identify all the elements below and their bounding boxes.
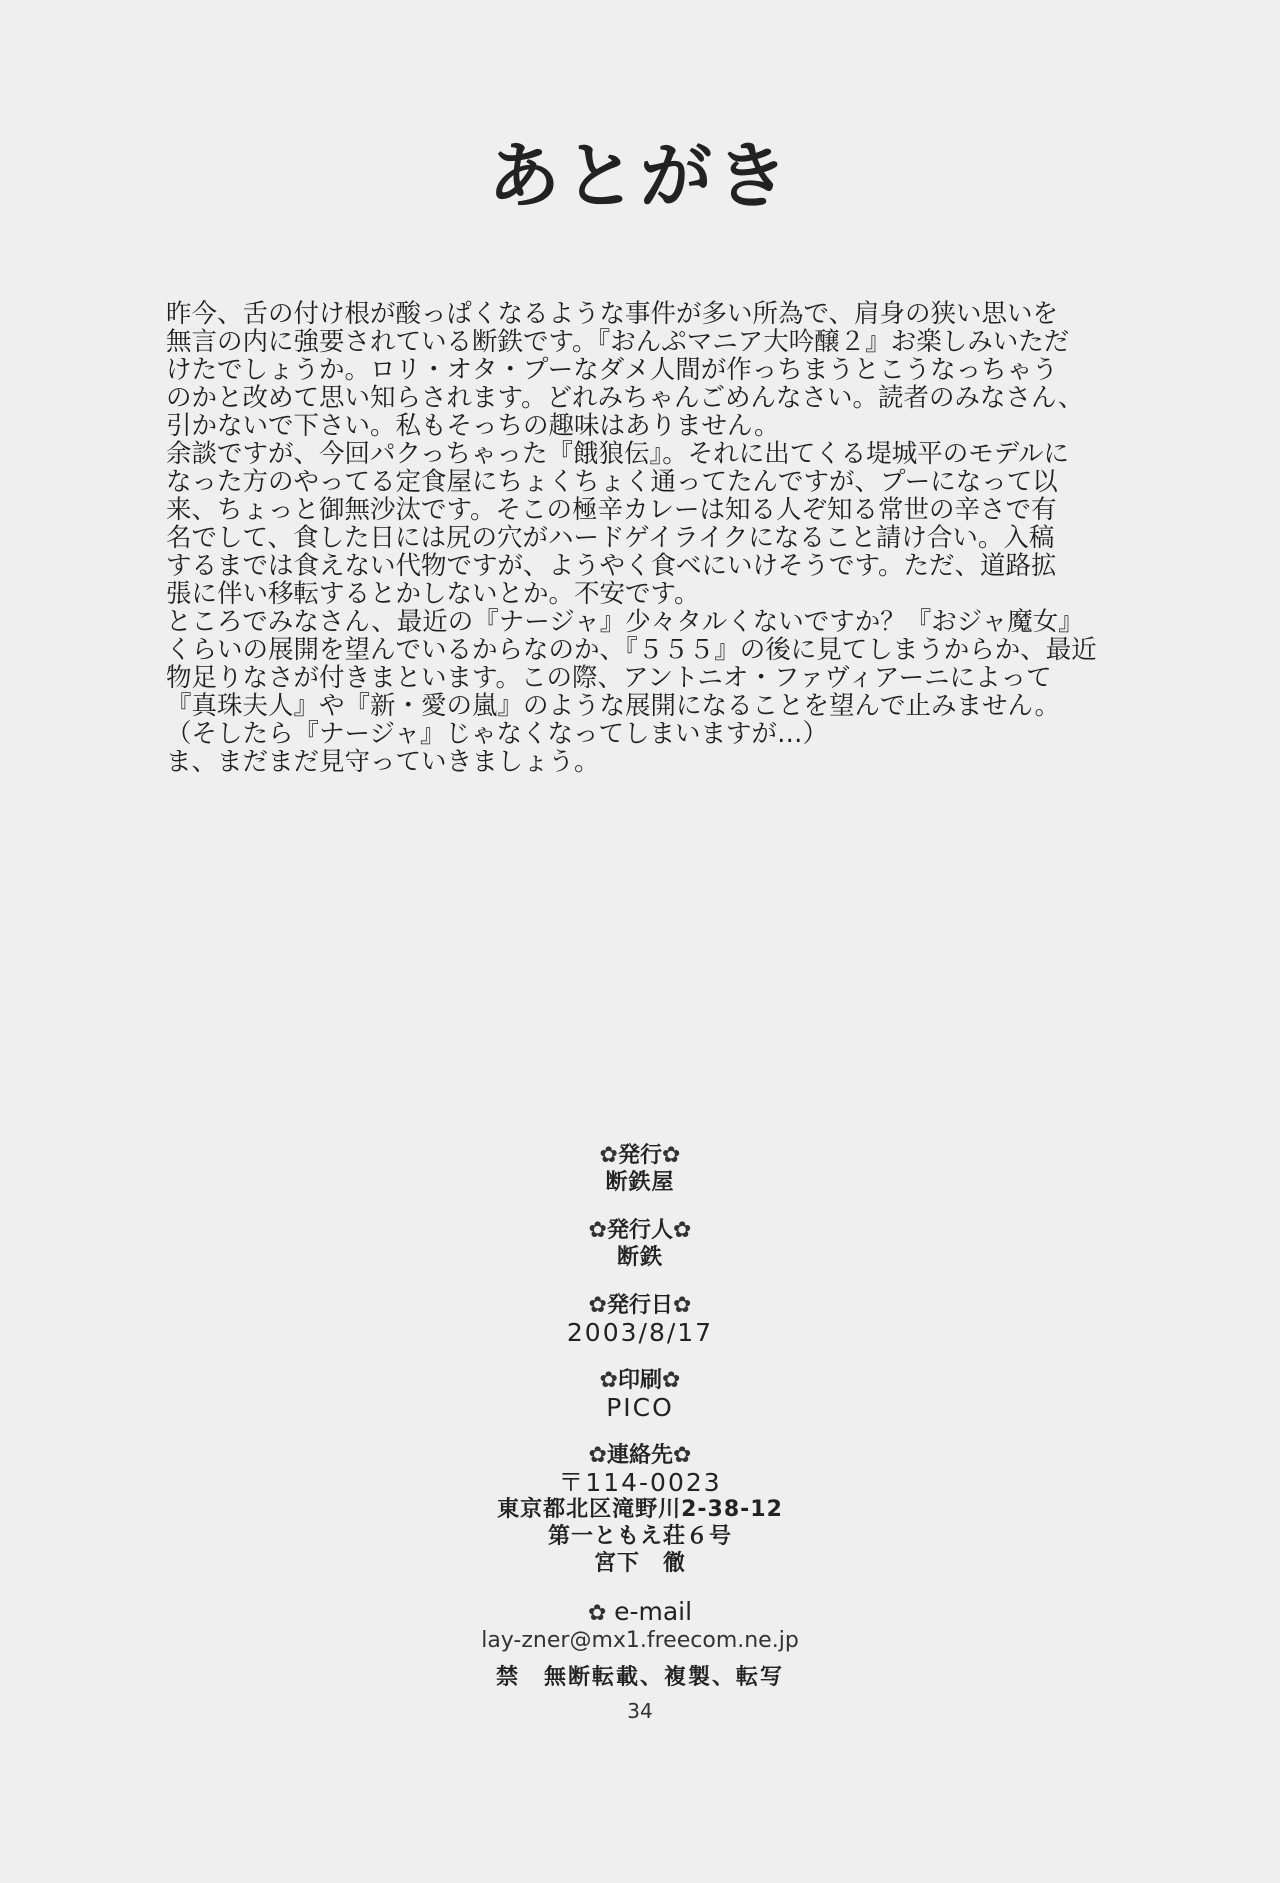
colophon	[0, 1142, 1280, 1723]
afterword-body	[166, 300, 1126, 776]
address-line-2: 第一ともえ荘６号	[547, 1524, 732, 1549]
issuer-block	[0, 1217, 1280, 1271]
printer-value: PICO	[606, 1393, 674, 1422]
body-line: 来、ちょっと御無沙汰です。そこの極辛カレーは知る人ぞ知る常世の辛さで有	[166, 495, 1057, 525]
contact-label: 連絡先	[606, 1443, 673, 1468]
body-line: ところでみなさん、最近の『ナージャ』少々タルくないですか？『おジャ魔女』	[166, 607, 1084, 637]
body-line: 引かないで下さい。私もそっちの趣味はありません。	[166, 411, 780, 441]
page-number: 34	[627, 1699, 653, 1723]
body-line: するまでは食えない代物ですが、ようやく食べにいけそうです。ただ、道路拡	[166, 551, 1057, 581]
copyright-notice: 禁 無断転載、複製、転写	[495, 1665, 784, 1690]
email-address: lay-zner@mx1.freecom.ne.jp	[481, 1628, 799, 1653]
flower-icon: ✿	[673, 1218, 692, 1243]
printer-label: 印刷	[617, 1368, 662, 1393]
flower-icon: ✿	[587, 1601, 607, 1626]
contact-name: 宮下 徹	[593, 1551, 686, 1576]
body-line: 無言の内に強要されている断鉄です。『おんぷマニア大吟醸２』お楽しみいただ	[166, 327, 1070, 357]
body-line: 『真珠夫人』や『新・愛の嵐』のような展開になることを望んで止みません。	[166, 691, 1061, 721]
flower-icon: ✿	[588, 1218, 607, 1243]
issuer-value: 断鉄	[616, 1245, 663, 1270]
flower-icon: ✿	[662, 1368, 681, 1393]
body-line: 余談ですが、今回パクっちゃった『餓狼伝』。それに出てくる堤城平のモデルに	[166, 439, 1069, 469]
flower-icon: ✿	[662, 1143, 681, 1168]
body-line: なった方のやってる定食屋にちょくちょく通ってたんですが、プーになって以	[166, 467, 1058, 497]
printer-block	[0, 1367, 1280, 1421]
publisher-value: 断鉄屋	[605, 1170, 675, 1195]
body-line: （そしたら『ナージャ』じゃなくなってしまいますが…）	[166, 719, 828, 749]
flower-icon: ✿	[599, 1368, 618, 1393]
body-line: くらいの展開を望んでいるからなのか、『５５５』の後に見てしまうからか、最近	[166, 635, 1097, 665]
body-line: ま、まだまだ見守っていきましょう。	[166, 747, 600, 777]
email-label: e-mail	[614, 1597, 693, 1626]
flower-icon: ✿	[673, 1443, 692, 1468]
body-line: 昨今、舌の付け根が酸っぱくなるような事件が多い所為で、肩身の狭い思いを	[166, 299, 1058, 329]
flower-icon: ✿	[588, 1443, 607, 1468]
postal-code: 〒114-0023	[558, 1468, 722, 1497]
flower-icon: ✿	[673, 1293, 692, 1318]
flower-icon: ✿	[588, 1293, 607, 1318]
address-line-1: 東京都北区滝野川2-38-12	[497, 1497, 783, 1522]
body-line: 物足りなさが付きまといます。この際、アントニオ・ファヴィアーニによって	[166, 663, 1052, 693]
contact-block	[0, 1442, 1280, 1577]
date-value: 2003/8/17	[566, 1318, 714, 1347]
publisher-block	[0, 1142, 1280, 1196]
body-line: けたでしょうか。ロリ・オタ・プーなダメ人間が作っちまうとこうなっちゃう	[166, 355, 1058, 385]
body-line: のかと改めて思い知らされます。どれみちゃんごめんなさい。読者のみなさん、	[166, 383, 1084, 413]
flower-icon: ✿	[599, 1143, 618, 1168]
publisher-label: 発行	[617, 1143, 662, 1168]
page-title: あとがき	[487, 134, 792, 218]
date-label: 発行日	[606, 1293, 673, 1318]
body-line: 名でして、食した日には尻の穴がハードゲイライクになること請け合い。入稿	[166, 523, 1055, 553]
date-block	[0, 1292, 1280, 1346]
email-block	[0, 1598, 1280, 1655]
issuer-label: 発行人	[606, 1218, 673, 1243]
body-line: 張に伴い移転するとかしないとか。不安です。	[166, 579, 700, 609]
